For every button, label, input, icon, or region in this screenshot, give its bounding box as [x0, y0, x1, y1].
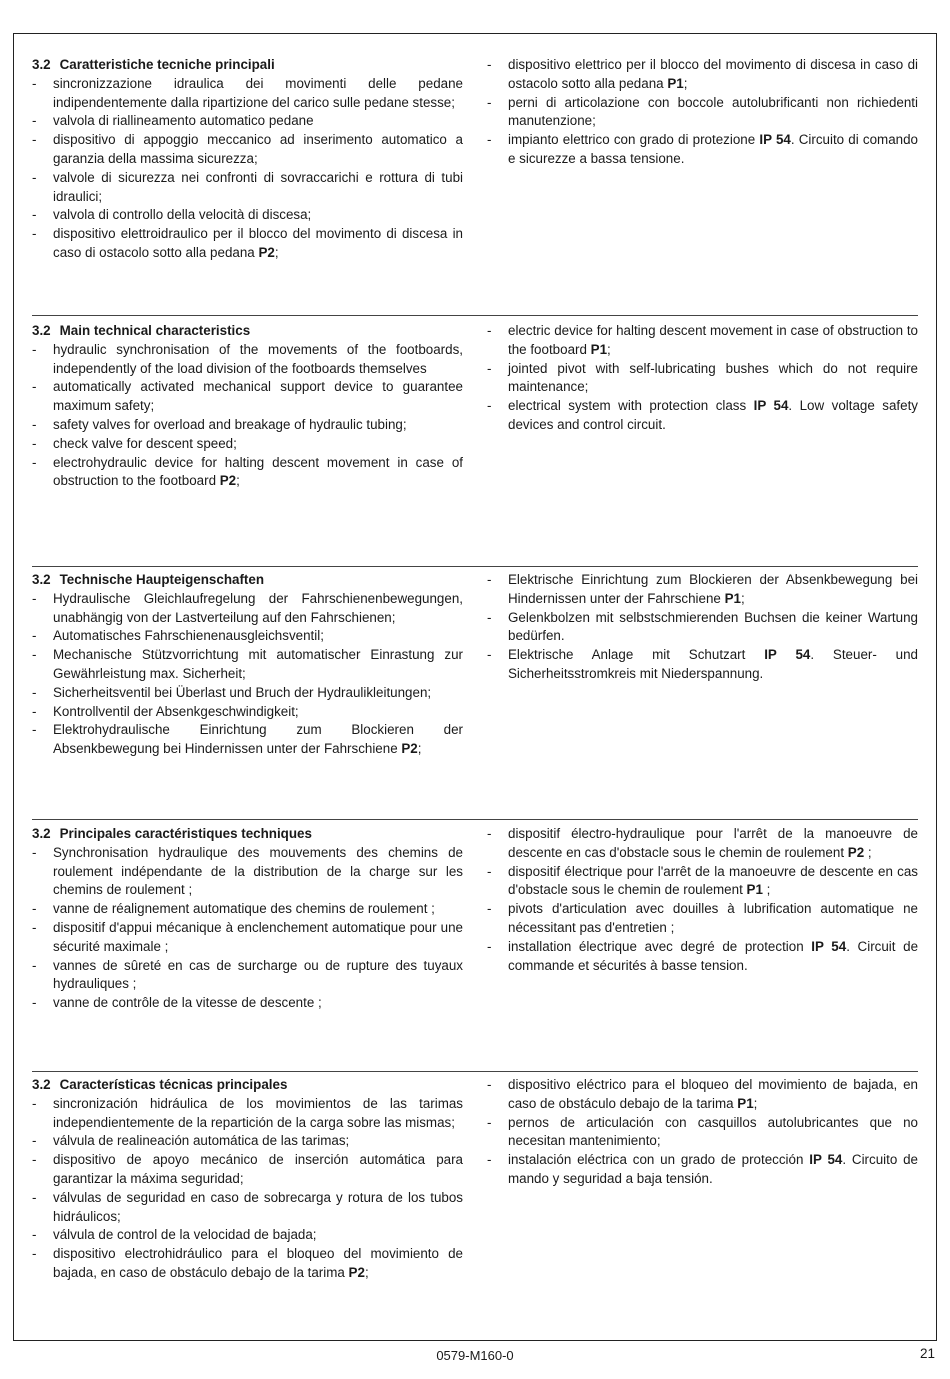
list-item: - perni di articolazione con boccole autolubrificanti non richiedenti manutenzione;: [487, 94, 918, 132]
section-right-column: [487, 825, 918, 975]
section-divider: [32, 315, 918, 316]
list-item: - check valve for descent speed;: [32, 435, 463, 454]
section-title: Caratteristiche tecniche principali: [59, 57, 275, 72]
section-left-column: [32, 56, 463, 263]
emphasis-code: IP 54: [809, 1152, 843, 1168]
list-item: - dispositivo elettrico per il blocco del movimento di discesa in caso di ostacolo sotto alla pedana P1;: [487, 56, 918, 94]
list-item: - valvole di sicurezza nei confronti di sovraccarichi e rottura di tubi idraulici;: [32, 169, 463, 207]
section-number: 3.2: [32, 323, 51, 338]
list-item: - automatically activated mechanical support device to guarantee maximum safety;: [32, 378, 463, 416]
list-item: - Hydraulische Gleichlaufregelung der Fahrschienenbewegungen, unabhängig von der Lastverteilung auf den Fahrschienen;: [32, 590, 463, 628]
list-item: - dispositif électro-hydraulique pour l'arrêt de la manoeuvre de descente en cas d'obstacle sous le chemin de roulement P2 ;: [487, 825, 918, 863]
emphasis-code: P2: [219, 473, 237, 489]
section-right-column: [487, 571, 918, 684]
list-item: - dispositivo de apoyo mecánico de inserción automática para garantizar la máxima seguridad;: [32, 1151, 463, 1189]
feature-list: [487, 56, 918, 169]
list-item: - válvula de realineación automática de las tarimas;: [32, 1132, 463, 1151]
section-divider: [32, 819, 918, 820]
section-number: 3.2: [32, 57, 51, 72]
list-item: - Synchronisation hydraulique des mouvements des chemins de roulement indépendante de la distribution de la charge sur les chemins de roulement ;: [32, 844, 463, 900]
section-number: 3.2: [32, 826, 51, 841]
section-heading: [32, 1076, 463, 1095]
list-item: - pivots d'articulation avec douilles à lubrification automatique ne nécessitant pas d'entretien ;: [487, 900, 918, 938]
list-item: - sincronizzazione idraulica dei movimenti delle pedane indipendentemente dalla ripartizione del carico sulle pedane stesse;: [32, 75, 463, 113]
feature-list: [32, 1095, 463, 1283]
section-title: Características técnicas principales: [59, 1077, 288, 1092]
section-heading: [32, 322, 463, 341]
section-left-column: [32, 1076, 463, 1283]
emphasis-code: P2: [258, 244, 275, 260]
list-item: - electrohydraulic device for halting descent movement in case of obstruction to the footboard P2;: [32, 454, 463, 492]
feature-list: [32, 75, 463, 263]
list-item: - dispositif d'appui mécanique à enclenchement automatique pour une sécurité maximale ;: [32, 919, 463, 957]
list-item: - Elektrische Anlage mit Schutzart IP 54. Steuer- und Sicherheitsstromkreis mit Niederspannung.: [487, 646, 918, 684]
feature-list: [487, 1076, 918, 1189]
list-item: - dispositivo di appoggio meccanico ad inserimento automatico a garanzia della massima sicurezza;: [32, 131, 463, 169]
section-left-column: [32, 322, 463, 491]
page-number: 21: [919, 1346, 935, 1361]
list-item: - válvulas de seguridad en caso de sobrecarga y rotura de los tubos hidráulicos;: [32, 1189, 463, 1227]
list-item: - pernos de articulación con casquillos autolubricantes que no necesitan mantenimiento;: [487, 1114, 918, 1152]
list-item: - dispositivo elettroidraulico per il blocco del movimento di discesa in caso di ostacolo sotto alla pedana P2;: [32, 225, 463, 263]
list-item: - impianto elettrico con grado di protezione IP 54. Circuito di comando e sicurezze a bassa tensione.: [487, 131, 918, 169]
section-divider: [32, 1071, 918, 1072]
section-heading: [32, 825, 463, 844]
list-item: - dispositivo electrohidráulico para el bloqueo del movimiento de bajada, en caso de obstáculo debajo de la tarima P2;: [32, 1245, 463, 1283]
section-divider: [32, 566, 918, 567]
list-item: - vanne de contrôle de la vitesse de descente ;: [32, 994, 463, 1013]
list-item: - jointed pivot with self-lubricating bushes which do not require maintenance;: [487, 360, 918, 398]
emphasis-code: P2: [348, 1264, 365, 1280]
list-item: - hydraulic synchronisation of the movements of the footboards, independently of the load division of the footboards themselves: [32, 341, 463, 379]
list-item: - vanne de réalignement automatique des chemins de roulement ;: [32, 900, 463, 919]
list-item: - Sicherheitsventil bei Überlast und Bruch der Hydraulikleitungen;: [32, 684, 463, 703]
section-right-column: [487, 1076, 918, 1189]
emphasis-code: IP 54: [753, 398, 789, 414]
feature-list: [32, 590, 463, 759]
list-item: - Automatisches Fahrschienenausgleichsventil;: [32, 627, 463, 646]
list-item: - valvola di riallineamento automatico pedane: [32, 112, 463, 131]
list-item: - electric device for halting descent movement in case of obstruction to the footboard P1;: [487, 322, 918, 360]
feature-list: [487, 825, 918, 975]
list-item: - dispositivo eléctrico para el bloqueo del movimiento de bajada, en caso de obstáculo debajo de la tarima P1;: [487, 1076, 918, 1114]
emphasis-code: IP 54: [811, 938, 847, 954]
section-number: 3.2: [32, 572, 51, 587]
emphasis-code: P1: [746, 882, 763, 898]
list-item: - safety valves for overload and breakage of hydraulic tubing;: [32, 416, 463, 435]
section-heading: [32, 571, 463, 590]
emphasis-code: P1: [590, 341, 608, 357]
list-item: - Elektrohydraulische Einrichtung zum Blockieren der Absenkbewegung bei Hindernissen unter der Fahrschiene P2;: [32, 721, 463, 759]
list-item: - Kontrollventil der Absenkgeschwindigkeit;: [32, 703, 463, 722]
list-item: - Gelenkbolzen mit selbstschmierenden Buchsen die keiner Wartung bedürfen.: [487, 609, 918, 647]
document-code: 0579-M160-0: [436, 1348, 514, 1363]
list-item: - vannes de sûreté en cas de surcharge ou de rupture des tuyaux hydrauliques ;: [32, 957, 463, 995]
emphasis-code: P1: [737, 1095, 754, 1111]
section-left-column: [32, 571, 463, 759]
list-item: - installation électrique avec degré de protection IP 54. Circuit de commande et sécurités à basse tension.: [487, 938, 918, 976]
section-right-column: [487, 56, 918, 169]
section-number: 3.2: [32, 1077, 51, 1092]
list-item: - válvula de control de la velocidad de bajada;: [32, 1226, 463, 1245]
emphasis-code: P1: [724, 590, 741, 606]
section-right-column: [487, 322, 918, 435]
list-item: - Elektrische Einrichtung zum Blockieren der Absenkbewegung bei Hindernissen unter der Fahrschiene P1;: [487, 571, 918, 609]
feature-list: [487, 571, 918, 684]
section-title: Main technical characteristics: [59, 323, 251, 338]
emphasis-code: P2: [847, 844, 865, 860]
list-item: - dispositif électrique pour l'arrêt de la manoeuvre de descente en cas d'obstacle sous le chemin de roulement P1 ;: [487, 863, 918, 901]
list-item: - sincronización hidráulica de los movimientos de las tarimas independientemente de la repartición de la carga sobre las mismas;: [32, 1095, 463, 1133]
feature-list: [487, 322, 918, 435]
emphasis-code: P2: [401, 741, 418, 757]
section-title: Technische Haupteigenschaften: [59, 572, 265, 587]
section-heading: [32, 56, 463, 75]
emphasis-code: IP 54: [764, 647, 811, 663]
list-item: - valvola di controllo della velocità di discesa;: [32, 206, 463, 225]
list-item: - Mechanische Stützvorrichtung mit automatischer Einrastung zur Gewährleistung max. Sicherheit;: [32, 646, 463, 684]
emphasis-code: IP 54: [759, 132, 791, 148]
feature-list: [32, 844, 463, 1013]
list-item: - electrical system with protection class IP 54. Low voltage safety devices and control circuit.: [487, 397, 918, 435]
emphasis-code: P1: [667, 75, 684, 91]
section-title: Principales caractéristiques techniques: [59, 826, 312, 841]
section-left-column: [32, 825, 463, 1013]
feature-list: [32, 341, 463, 491]
list-item: - instalación eléctrica con un grado de protección IP 54. Circuito de mando y seguridad a baja tensión.: [487, 1151, 918, 1189]
